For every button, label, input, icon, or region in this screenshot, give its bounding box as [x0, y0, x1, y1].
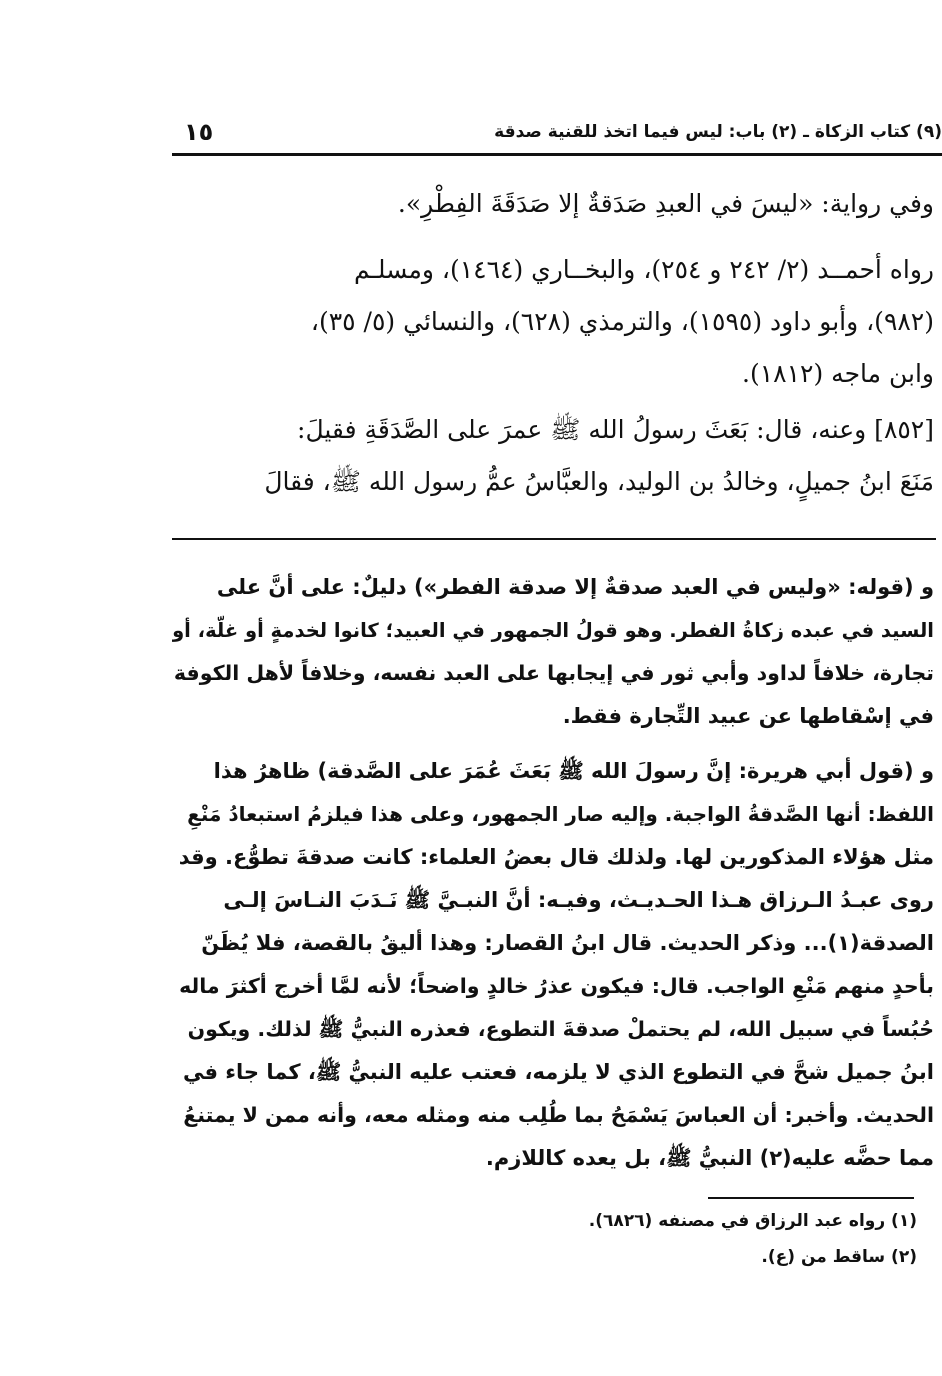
main-commentary-divider [172, 538, 936, 540]
commentary-line: و (قوله: «وليس في العبد صدقةٌ إلا صدقة الفطر») دليلٌ: على أنَّ على [216, 575, 934, 599]
main-text-line: وابن ماجه (١٨١٢). [742, 359, 934, 388]
page-number: ١٥ [184, 118, 214, 146]
commentary-line: بأحدٍ منهم مَنْعِ الواجب. قال: فيكون عذرُ خالدٍ واضحاً؛ لأنه لمَّا أخرج أكثرَ ماله [179, 974, 934, 998]
footnote-1: (١) رواه عبد الرزاق في مصنفه (٦٨٢٦). [588, 1211, 917, 1231]
commentary-paragraph-1 [172, 566, 934, 738]
footnotes [172, 1203, 917, 1275]
commentary-line: السيد في عبده زكاةُ الفطر. وهو قولُ الجمهور في العبيد؛ كانوا لخدمةٍ أو غلّة، أو [172, 619, 934, 642]
hadith-852-paragraph [172, 404, 934, 508]
commentary-line: ابنُ جميل شحَّ في التطوع الذي لا يلزمه، فعتب عليه النبيُّ ﷺ، كما جاء في [183, 1060, 934, 1084]
main-text-line: رواه أحمــد (٢/ ٢٤٢ و ٢٥٤)، والبخــاري (١٤٦٤)، ومسلـم [353, 255, 934, 284]
commentary-line: مثل هؤلاء المذكورين لها. ولذلك قال بعضُ العلماء: كانت صدقةَ تطوُّع. وقد [178, 845, 934, 869]
main-text-line: مَنَعَ ابنُ جميلٍ، وخالدُ بن الوليد، والعبَّاسُ عمُّ رسول الله ﷺ، فقالَ [264, 467, 934, 496]
header-title: (٩) كتاب الزكاة ـ (٢) باب: ليس فيما اتخذ للقنية صدقة [494, 122, 942, 142]
main-text-line: [٨٥٢] وعنه، قال: بَعَثَ رسولُ الله ﷺ عمرَ على الصَّدَقَةِ فقيلَ: [297, 415, 934, 444]
commentary-line: الحديث. وأخبر: أن العباسَ يَسْمَحُ بما طُلِب منه ومثله معه، وأنه ممن لا يمتنعُ [183, 1103, 934, 1127]
commentary-line: تجارة، خلافاً لداود وأبي ثور في إيجابها على العبد نفسه، وخلافاً لأهل الكوفة [173, 661, 934, 685]
commentary-line: مما حضَّه عليه(٢) النبيُّ ﷺ، بل يعده كاللازم. [485, 1146, 934, 1170]
running-header [172, 116, 942, 156]
commentary-line: اللفظ: أنها الصَّدقةُ الواجبة. وإليه صار الجمهور، وعلى هذا فيلزمُ استبعادُ مَنْعِ [187, 802, 934, 826]
main-text-paragraph-1 [172, 178, 934, 230]
commentary-line: حُبُساً في سبيل الله، لم يحتملْ صدقةَ التطوع، فعذره النبيُّ ﷺ لذلك. ويكون [187, 1017, 934, 1041]
commentary-line: روى عبـدُ الـرزاق هـذا الحـديـث، وفيـه: أنَّ النبـيَّ ﷺ نَـدَبَ النـاسَ إلـى [223, 888, 934, 912]
main-text-line: (٩٨٢)، وأبو داود (١٥٩٥)، والترمذي (٦٢٨)، والنسائي (٥/ ٣٥)، [310, 307, 934, 336]
main-text-line: وفي رواية: «ليسَ في العبدِ صَدَقةٌ إلا صَدَقَةَ الفِطْرِ». [397, 189, 934, 218]
footnote-2: (٢) ساقط من (ع). [761, 1247, 917, 1267]
commentary-line: و (قول أبي هريرة: إنَّ رسولَ الله ﷺ بَعَثَ عُمَرَ على الصَّدقة) ظاهرُ هذا [213, 759, 934, 783]
commentary-line: الصدقة(١)... وذكر الحديث. قال ابنُ القصار: وهذا أليقُ بالقصة، فلا يُظَنّ [201, 931, 934, 955]
footnote-divider [708, 1197, 914, 1199]
commentary-line: في إسْقاطها عن عبيد التِّجارة فقط. [562, 704, 934, 728]
hadith-reference-paragraph [172, 244, 934, 400]
commentary-paragraph-2 [172, 750, 934, 1180]
